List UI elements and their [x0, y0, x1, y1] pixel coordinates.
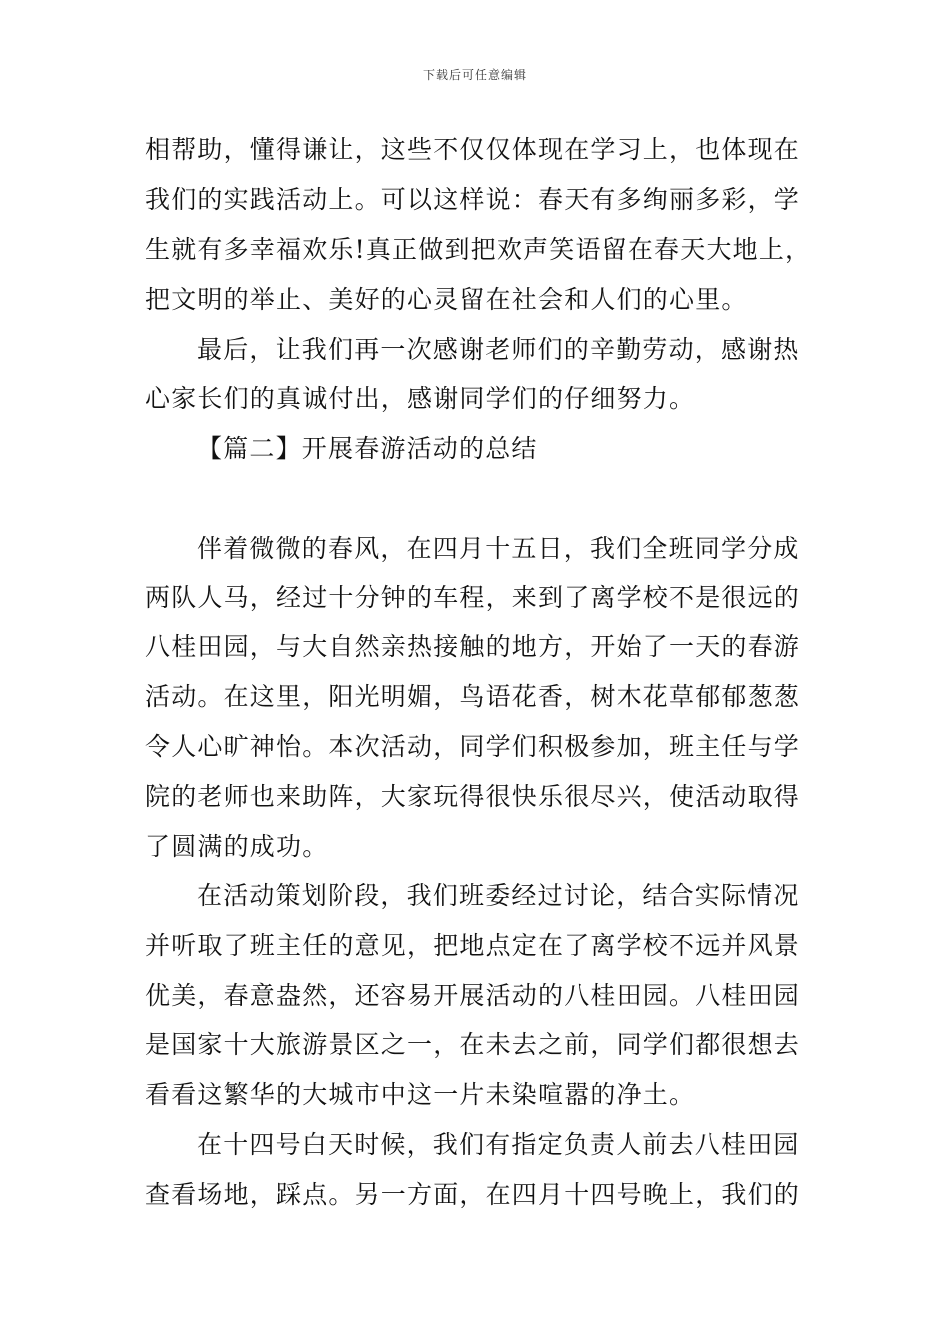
text-line: 查看场地，踩点。另一方面，在四月十四号晚上，我们的 — [145, 1180, 801, 1209]
text-line: 把文明的举止、美好的心灵留在社会和人们的心里。 — [145, 285, 748, 314]
text-line: 在活动策划阶段，我们班委经过讨论，结合实际情况 — [197, 881, 800, 910]
page-header: 下载后可任意编辑 — [422, 68, 527, 82]
text-line: 八桂田园，与大自然亲热接触的地方，开始了一天的春游 — [145, 632, 801, 661]
section-heading: 【篇二】开展春游活动的总结 — [197, 434, 538, 463]
text-line: 伴着微微的春风，在四月十五日，我们全班同学分成 — [197, 534, 800, 563]
text-line: 看看这繁华的大城市中这一片未染喧嚣的净土。 — [145, 1080, 696, 1109]
text-line: 我们的实践活动上。可以这样说：春天有多绚丽多彩，学 — [145, 185, 801, 214]
text-line: 心家长们的真诚付出，感谢同学们的仔细努力。 — [145, 384, 696, 413]
text-line: 令人心旷神怡。本次活动，同学们积极参加，班主任与学 — [145, 732, 801, 761]
text-line: 在十四号白天时候，我们有指定负责人前去八桂田园 — [197, 1130, 800, 1159]
text-line: 两队人马，经过十分钟的车程，来到了离学校不是很远的 — [145, 583, 801, 612]
text-line: 了圆满的成功。 — [145, 832, 329, 861]
text-line: 优美，春意盎然，还容易开展活动的八桂田园。八桂田园 — [145, 981, 801, 1010]
text-line: 相帮助，懂得谦让，这些不仅仅体现在学习上，也体现在 — [145, 135, 801, 164]
text-line: 并听取了班主任的意见，把地点定在了离学校不远并风景 — [145, 931, 801, 960]
text-line: 是国家十大旅游景区之一，在未去之前，同学们都很想去 — [145, 1030, 801, 1059]
text-line: 活动。在这里，阳光明媚，鸟语花香，树木花草郁郁葱葱 — [145, 682, 801, 711]
text-line: 生就有多幸福欢乐!真正做到把欢声笑语留在春天大地上， — [145, 235, 812, 264]
text-line: 院的老师也来助阵，大家玩得很快乐很尽兴，使活动取得 — [145, 782, 801, 811]
text-line: 最后，让我们再一次感谢老师们的辛勤劳动，感谢热 — [197, 335, 800, 364]
